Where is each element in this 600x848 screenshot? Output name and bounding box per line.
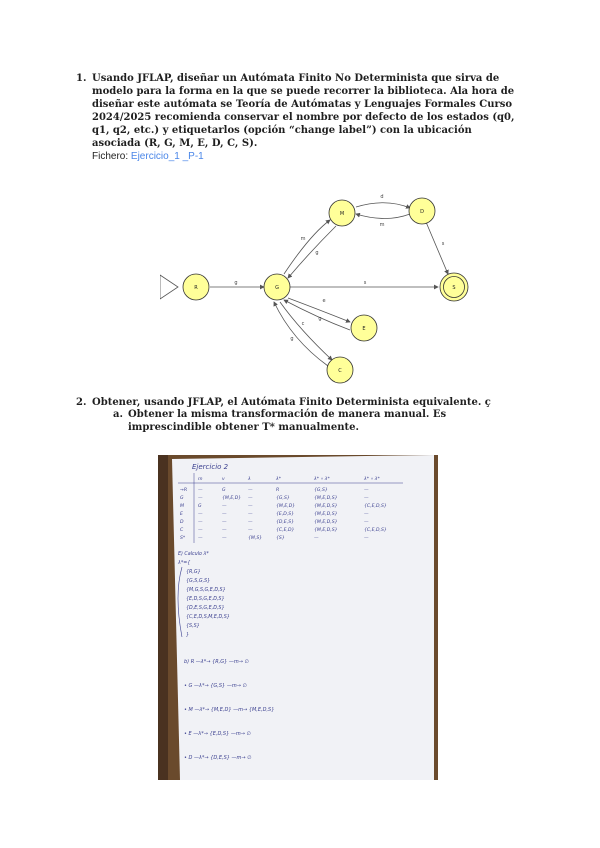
hw-table-cell: — xyxy=(248,496,253,501)
hw-table-cell: — xyxy=(314,536,319,541)
hw-derivation-line: • D —λ*→ {D,E,S} —m→ ∅ xyxy=(184,755,252,761)
hw-title: Ejercicio 2 xyxy=(192,463,229,471)
hw-header-cell: λ* ∘ λ* xyxy=(314,477,330,482)
edge-m-d xyxy=(356,203,410,208)
edge-d-m xyxy=(356,214,410,219)
question-1-number: 1. xyxy=(76,73,87,84)
hw-table-cell: R xyxy=(276,488,280,493)
hw-table-cell: G xyxy=(180,496,184,501)
edge-d-s xyxy=(426,222,448,274)
question-2a-text: Obtener la misma transformación de manera manual. Es imprescindible obtener T* manualmente. xyxy=(128,409,447,433)
edge-label-e-g: g xyxy=(318,316,322,322)
hw-note-line: {S,S} xyxy=(186,624,200,629)
edge-label-d-s: s xyxy=(441,241,445,247)
hw-table-cell: — xyxy=(248,488,253,493)
hw-table-cell: {M,E,D,S} xyxy=(314,512,338,517)
hw-header-cell: λ* ∘ λ* xyxy=(364,477,380,482)
hw-header-cell: m xyxy=(198,477,203,482)
edge-label-m-g: g xyxy=(315,250,319,256)
hw-note-line: {G,S,G,S} xyxy=(186,579,211,584)
state-label-m: M xyxy=(339,211,345,217)
hw-derivation-line: • G —λ*→ {G,S} —m→ ∅ xyxy=(184,683,247,689)
hw-table-cell: {G,S} xyxy=(314,488,328,493)
question-1 xyxy=(76,72,522,163)
hw-table-cell: — xyxy=(222,536,227,541)
hw-table-cell: — xyxy=(198,512,203,517)
hw-table-cell: — xyxy=(222,504,227,509)
state-label-e: E xyxy=(362,326,366,332)
edge-label-g-c: c xyxy=(301,321,305,327)
nfa-diagram xyxy=(160,190,480,385)
hw-table-cell: — xyxy=(198,536,203,541)
start-arrow xyxy=(160,275,178,299)
hw-table-cell: G xyxy=(222,488,226,493)
edge-c-g xyxy=(274,302,328,366)
hw-table-cell: {M,E,D,S} xyxy=(314,496,338,501)
question-1-text: Usando JFLAP, diseñar un Autómata Finito No Determinista que sirva de modelo para la forma en la que se puede recorrer la biblioteca. Ala hora de diseñar este autómata se Teoría de Autómatas y Lenguajes Formales Curso 2024/2025 recomienda conservar el nombre por defecto de los estados (q0, q1, q2, etc.) y etiquetarlos (opción “change label”) con la ubicación asociada (R, G, M, E, D, C, S). xyxy=(92,73,515,149)
hw-header-cell: v xyxy=(222,477,225,482)
hw-table-cell: — xyxy=(198,488,203,493)
edge-e-g xyxy=(284,300,350,330)
hw-note-line: {E,D,S,G,E,D,S} xyxy=(186,597,225,602)
hw-note-line: λ*={ xyxy=(178,561,191,566)
hw-table-cell: {M,E,D} xyxy=(222,496,242,501)
edge-label-g-m: m xyxy=(300,236,306,242)
edge-label-m-d: d xyxy=(380,194,384,200)
hw-derivation-line: b) R —λ*→ {R,G} —m→ ∅ xyxy=(184,659,249,665)
hw-table-cell: {S} xyxy=(276,536,285,541)
hw-table-cell: {D,E,S} xyxy=(276,520,295,525)
hw-note-line: {M,G,S,G,E,D,S} xyxy=(186,588,226,593)
hw-table-cell: — xyxy=(364,488,369,493)
hw-table-cell: {G,S} xyxy=(276,496,290,501)
hw-table-cell: — xyxy=(364,536,369,541)
question-2-text: Obtener, usando JFLAP, el Autómata Finito Determinista equivalente. ç xyxy=(92,397,491,408)
hw-table-cell: — xyxy=(248,520,253,525)
question-2-number: 2. xyxy=(76,397,87,408)
hw-table-cell: — xyxy=(198,528,203,533)
hw-table-cell: C xyxy=(180,528,184,533)
state-label-c: C xyxy=(338,368,342,374)
file-label: Fichero: xyxy=(92,151,131,162)
hw-table-cell: — xyxy=(248,512,253,517)
hw-table-cell: — xyxy=(248,528,253,533)
hw-table-cell: →R xyxy=(180,488,188,493)
hw-note-line: E) Calculo λ* xyxy=(178,552,209,557)
question-2a xyxy=(113,408,518,434)
hw-table-cell: {M,E,D,S} xyxy=(314,504,338,509)
edge-label-c-g: g xyxy=(290,336,294,342)
hw-table-cell: — xyxy=(222,520,227,525)
hw-table-cell: — xyxy=(364,512,369,517)
state-label-r: R xyxy=(194,285,198,291)
hw-header-cell: λ* xyxy=(276,477,282,482)
state-label-g: G xyxy=(275,285,279,291)
hw-table-cell: S* xyxy=(180,536,186,541)
hw-header-cell: λ xyxy=(248,477,251,482)
edge-label-r-g: g xyxy=(234,280,238,286)
edge-label-g-s: s xyxy=(363,280,367,286)
hw-table-cell: — xyxy=(198,520,203,525)
hw-table-cell: — xyxy=(364,496,369,501)
hw-note-line: } xyxy=(186,633,190,638)
hw-derivation-line: • M —λ*→ {M,E,D} —m→ {M,E,D,S} xyxy=(184,707,275,713)
hw-table-cell: E xyxy=(180,512,183,517)
hw-derivation-line: • E —λ*→ {E,D,S} —m→ ∅ xyxy=(184,731,251,737)
hw-table-cell: {C,E,D,S} xyxy=(364,504,387,509)
edge-m-g xyxy=(288,226,336,278)
state-label-s: S xyxy=(452,285,456,291)
edge-label-g-e: e xyxy=(322,298,326,304)
hw-table-cell: {M,S} xyxy=(248,536,263,541)
hw-note-line: {D,E,S,G,E,D,S} xyxy=(186,606,225,611)
hw-note-line: {R,G} xyxy=(186,570,201,575)
hw-table-cell: {E,D,S} xyxy=(276,512,295,517)
hw-table-cell: {M,E,D} xyxy=(276,504,296,509)
question-2a-number: a. xyxy=(113,409,123,420)
photo-edge-left xyxy=(158,455,168,780)
hw-table-cell: — xyxy=(364,520,369,525)
state-label-d: D xyxy=(420,209,424,215)
hw-table-cell: — xyxy=(222,528,227,533)
file-reference xyxy=(92,150,522,163)
edge-label-d-m: m xyxy=(379,222,385,228)
hw-table-cell: D xyxy=(180,520,184,525)
hw-table-cell: G xyxy=(198,504,202,509)
hw-table-cell: {M,E,D,S} xyxy=(314,528,338,533)
edge-g-m xyxy=(284,220,330,274)
hw-table-cell: {C,E,D} xyxy=(276,528,295,533)
hw-table-cell: — xyxy=(198,496,203,501)
hw-table-cell: — xyxy=(248,504,253,509)
hw-table-cell: — xyxy=(222,512,227,517)
hw-table-cell: {C,E,D,S} xyxy=(364,528,387,533)
handwritten-solution-photo xyxy=(158,455,438,780)
file-link[interactable]: Ejercicio_1 _P-1 xyxy=(130,151,204,162)
hw-table-cell: {M,E,D,S} xyxy=(314,520,338,525)
hw-table-cell: M xyxy=(180,504,184,509)
hw-note-line: {C,E,D,S,M,E,D,S} xyxy=(186,615,230,620)
